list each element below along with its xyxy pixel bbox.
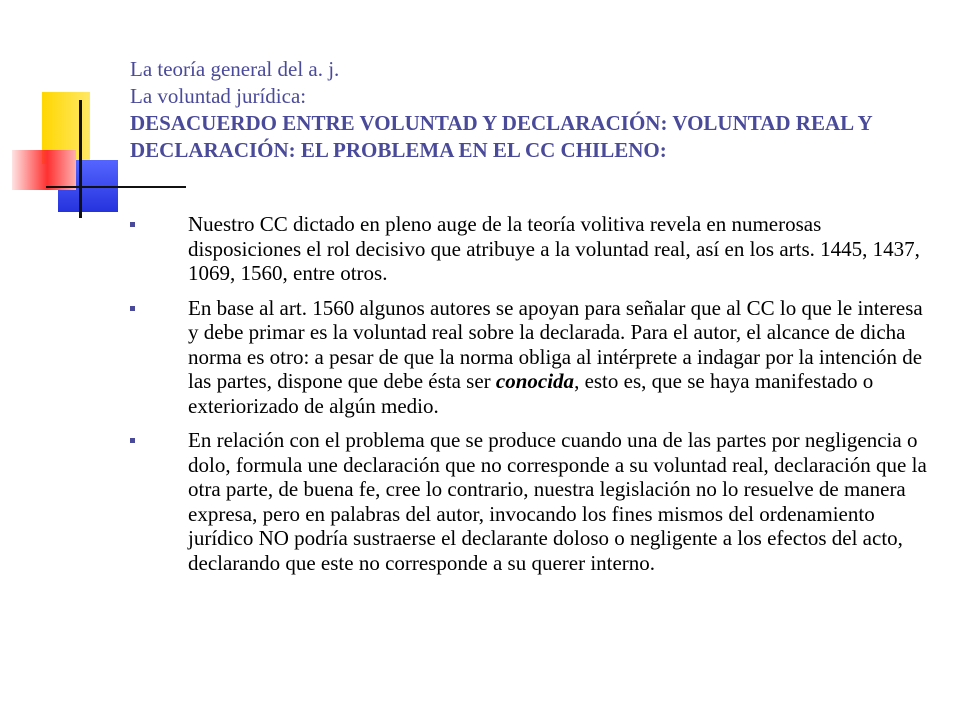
- title-heading: DESACUERDO ENTRE VOLUNTAD Y DECLARACIÓN: VOLUNTAD REAL Y DECLARACIÓN: EL PROBLEMA EN EL CC CHILENO:: [130, 111, 872, 162]
- bullet-text-after: , esto es, que se haya manifestado o exteriorizado de algún medio.: [188, 369, 874, 418]
- bullet-item-3: [130, 428, 930, 575]
- bullet-emphasis: conocida: [495, 369, 575, 393]
- title-line-1: La teoría general del a. j.: [130, 57, 340, 81]
- bullet-marker: [130, 438, 135, 443]
- logo-red-bar: [12, 150, 76, 190]
- title-line-2: La voluntad jurídica:: [130, 84, 307, 108]
- slide-title: [130, 56, 930, 164]
- bullet-item-2: [130, 296, 930, 419]
- bullet-marker: [130, 306, 135, 311]
- bullet-list: [130, 212, 930, 585]
- bullet-text-before: En base al art. 1560 algunos autores se apoyan para señalar que al CC lo que le interesa y debe primar es la voluntad real sobre la declarada. Para el autor, el alcance de dicha norma es otro: a pesar de que la norma obliga al intérprete a indagar por la intención de las partes, dispone que debe ésta ser: [188, 295, 923, 393]
- logo-horizontal-line: [46, 186, 186, 188]
- logo-vertical-line: [79, 100, 82, 218]
- bullet-text: En relación con el problema que se produce cuando una de las partes por negligencia o dolo, formula une declaración que no corresponde a su voluntad real, declaración que la otra parte, de buena fe, cree lo contrario, nuestra legislación no lo resuelve de manera expresa, pero en palabras del autor, invocando los fines mismos del ordenamiento jurídico NO podría sustraerse el declarante doloso o negligente a los efectos del acto, declarando que este no corresponde a su querer interno.: [188, 428, 927, 575]
- bullet-item-1: [130, 212, 930, 286]
- bullet-text: Nuestro CC dictado en pleno auge de la teoría volitiva revela en numerosas disposiciones el rol decisivo que atribuye a la voluntad real, así en los arts. 1445, 1437, 1069, 1560, entre otros.: [188, 212, 920, 285]
- bullet-marker: [130, 222, 135, 227]
- decorative-logo: [0, 0, 140, 220]
